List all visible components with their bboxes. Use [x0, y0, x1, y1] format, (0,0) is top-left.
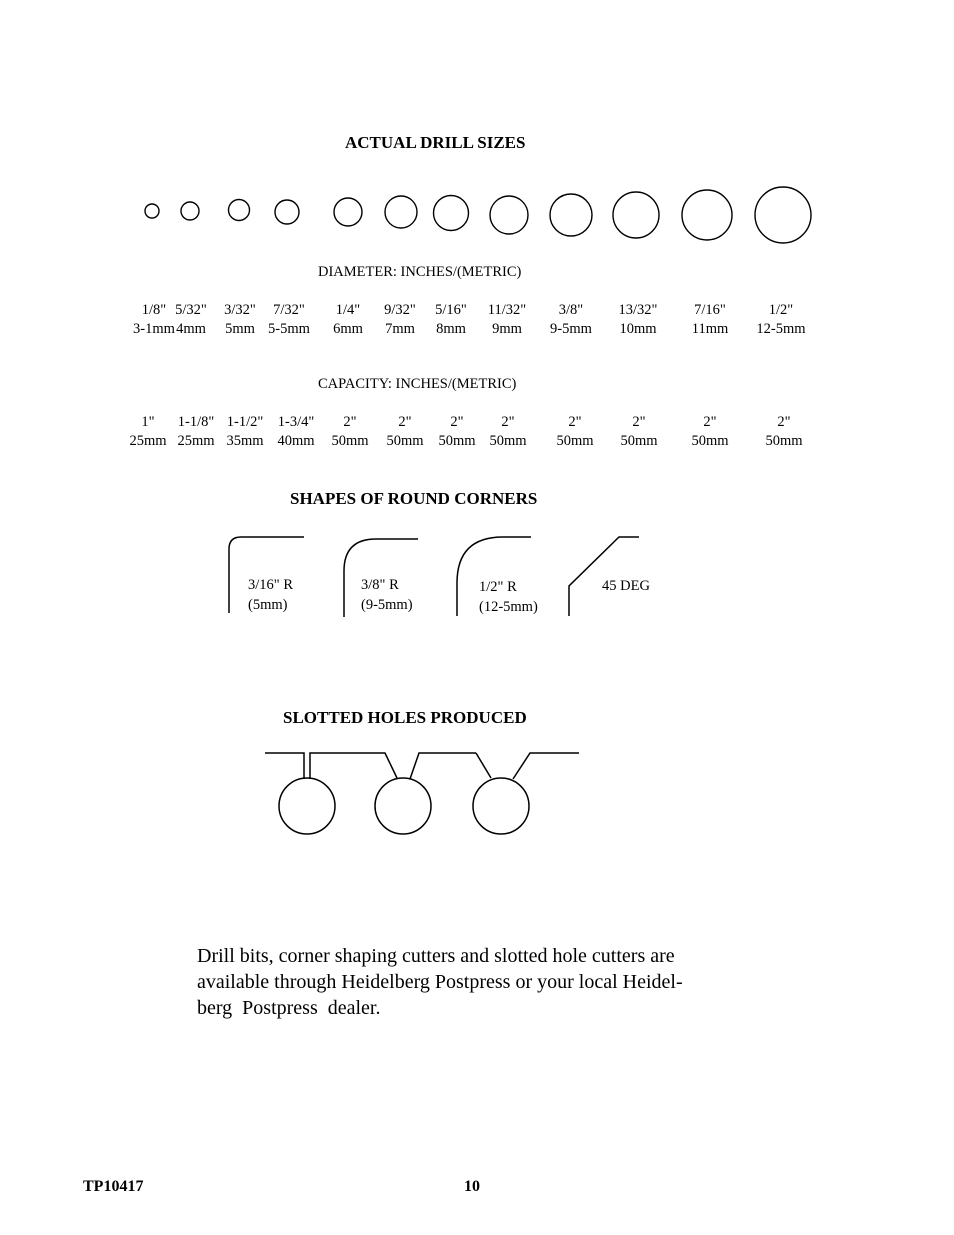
- diameter-col-inch: 3/32": [224, 302, 256, 318]
- diameter-col-metric: 11mm: [691, 321, 729, 337]
- diameter-col-metric: 6mm: [333, 321, 363, 337]
- capacity-col: [226, 413, 263, 451]
- capacity-col-metric: 25mm: [177, 433, 215, 449]
- capacity-col: [438, 413, 475, 451]
- diameter-col-inch: 5/32": [175, 302, 207, 318]
- slot-2: [347, 753, 476, 779]
- note-line: Drill bits, corner shaping cutters and slotted hole cutters are: [197, 945, 675, 967]
- diameter-col: [619, 301, 658, 339]
- diameter-col-inch: 1/4": [335, 302, 361, 318]
- diameter-col: [435, 301, 467, 339]
- diameter-col-metric: 9-5mm: [550, 321, 592, 337]
- diameter-col-metric: 7mm: [385, 321, 415, 337]
- drill-hole: [145, 204, 159, 218]
- diameter-label: DIAMETER: INCHES/(METRIC): [318, 264, 522, 280]
- capacity-col-metric: 35mm: [226, 433, 264, 449]
- capacity-col-inch: 2": [777, 414, 791, 430]
- capacity-col: [129, 413, 166, 451]
- document-id: TP10417: [83, 1178, 144, 1195]
- diameter-col-inch: 5/16": [435, 302, 467, 318]
- corner-label-45: 45 DEG: [602, 578, 650, 594]
- page-number: 10: [464, 1178, 480, 1195]
- diameter-col-inch: 13/32": [618, 302, 658, 318]
- diameter-col: [133, 301, 175, 339]
- corner-label-3-8: 3/8" R (9-5mm): [361, 577, 413, 613]
- slotted-holes: [265, 753, 579, 834]
- diameter-col-inch: 7/32": [273, 302, 305, 318]
- diameter-col-metric: 4mm: [176, 321, 206, 337]
- drill-hole: [490, 196, 528, 234]
- drill-sizes-title: ACTUAL DRILL SIZES: [345, 133, 526, 152]
- capacity-col: [620, 413, 657, 451]
- capacity-col-inch: 2": [501, 414, 515, 430]
- diameter-col: [550, 301, 592, 339]
- capacity-col: [277, 413, 314, 451]
- capacity-col-metric: 40mm: [277, 433, 315, 449]
- slotted-hole-3: [473, 778, 529, 834]
- capacity-col-inch: 1-1/2": [226, 414, 264, 430]
- drill-hole: [229, 200, 250, 221]
- drill-hole: [275, 200, 299, 224]
- capacity-col: [556, 413, 593, 451]
- capacity-col-inch: 2": [703, 414, 717, 430]
- capacity-col-inch: 2": [632, 414, 646, 430]
- diameter-col-inch: 7/16": [694, 302, 726, 318]
- drill-hole: [550, 194, 592, 236]
- diameter-col-inch: 1/2": [768, 302, 794, 318]
- diameter-col: [384, 301, 416, 339]
- slot-1: [265, 753, 347, 779]
- drill-hole: [181, 202, 199, 220]
- capacity-col-metric: 50mm: [438, 433, 476, 449]
- diameter-col-metric: 3-1mm: [133, 321, 175, 337]
- capacity-col: [691, 413, 728, 451]
- capacity-col-metric: 50mm: [765, 433, 803, 449]
- capacity-col-inch: 1-3/4": [277, 414, 315, 430]
- diameter-col: [333, 301, 363, 339]
- slotted-hole-2: [375, 778, 431, 834]
- diameter-col: [756, 301, 805, 339]
- diameter-col-metric: 9mm: [492, 321, 522, 337]
- corners-title: SHAPES OF ROUND CORNERS: [290, 489, 538, 508]
- diameter-col-metric: 10mm: [619, 321, 657, 337]
- slotted-hole-1: [279, 778, 335, 834]
- capacity-col-inch: 2": [450, 414, 464, 430]
- capacity-col-metric: 50mm: [556, 433, 594, 449]
- capacity-col-inch: 2": [398, 414, 412, 430]
- diameter-col-metric: 5mm: [225, 321, 255, 337]
- capacity-col: [331, 413, 368, 451]
- slotted-title: SLOTTED HOLES PRODUCED: [283, 708, 527, 727]
- drill-hole: [755, 187, 811, 243]
- capacity-col-inch: 2": [343, 414, 357, 430]
- diameter-col-inch: 9/32": [384, 302, 416, 318]
- drill-hole: [434, 196, 469, 231]
- capacity-col-metric: 50mm: [489, 433, 527, 449]
- diameter-col-metric: 8mm: [436, 321, 466, 337]
- drill-hole: [613, 192, 659, 238]
- capacity-col: [489, 413, 526, 451]
- diameter-col: [224, 301, 256, 339]
- drill-hole: [682, 190, 732, 240]
- capacity-col: [765, 413, 802, 451]
- capacity-col: [386, 413, 423, 451]
- capacity-col: [177, 413, 214, 451]
- note-line: berg Postpress dealer.: [197, 997, 381, 1019]
- diameter-col: [268, 301, 310, 339]
- capacity-col-metric: 50mm: [331, 433, 369, 449]
- diameter-col-metric: 5-5mm: [268, 321, 310, 337]
- drill-hole: [334, 198, 362, 226]
- capacity-col-metric: 50mm: [691, 433, 729, 449]
- diameter-col: [175, 301, 207, 339]
- corner-label-1-2: 1/2" R (12-5mm): [479, 579, 538, 615]
- diameter-col: [692, 301, 729, 339]
- capacity-col-metric: 50mm: [620, 433, 658, 449]
- capacity-col-inch: 1": [141, 414, 155, 430]
- diameter-col-inch: 11/32": [487, 302, 527, 318]
- drill-hole: [385, 196, 417, 228]
- diameter-col-inch: 1/8": [141, 302, 167, 318]
- capacity-col-metric: 50mm: [386, 433, 424, 449]
- slot-3: [476, 753, 579, 779]
- capacity-col-metric: 25mm: [129, 433, 167, 449]
- capacity-label: CAPACITY: INCHES/(METRIC): [318, 376, 517, 392]
- capacity-col-inch: 1-1/8": [177, 414, 215, 430]
- diameter-col: [488, 301, 526, 339]
- note-line: available through Heidelberg Postpress or your local Heidel-: [197, 971, 683, 993]
- corner-label-3-16: 3/16" R (5mm): [248, 577, 293, 613]
- diameter-col-metric: 12-5mm: [756, 321, 806, 337]
- availability-note: [197, 943, 757, 1021]
- diameter-col-inch: 3/8": [558, 302, 584, 318]
- capacity-col-inch: 2": [568, 414, 582, 430]
